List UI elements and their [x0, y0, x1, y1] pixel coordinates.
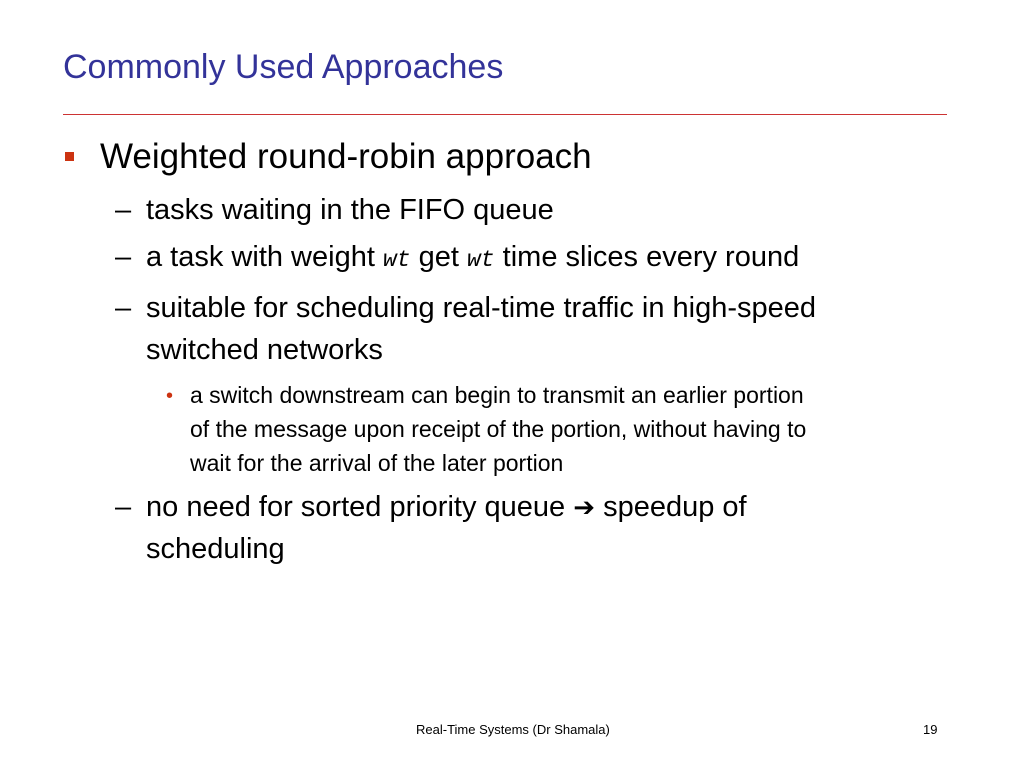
weight-variable: wt: [382, 247, 411, 273]
square-bullet-icon: [65, 152, 74, 161]
main-bullet-text: Weighted round-robin approach: [100, 137, 592, 176]
dash-bullet: –: [115, 292, 132, 324]
page-number: 19: [923, 722, 938, 737]
sub-bullet-fifo: tasks waiting in the FIFO queue: [146, 194, 554, 226]
dot-bullet-icon: •: [166, 385, 174, 407]
footer-course: Real-Time Systems (Dr Shamala): [416, 722, 610, 737]
queue-text: no need for sorted priority queue: [146, 491, 574, 523]
slide-title: Commonly Used Approaches: [63, 48, 504, 86]
weight-text: a task with weight: [146, 241, 383, 273]
detail-line-1: a switch downstream can begin to transmit an earlier portion: [190, 382, 804, 408]
dash-bullet: –: [115, 194, 132, 226]
sub-bullet-suitable-line1: suitable for scheduling real-time traffic in high-speed: [146, 292, 817, 324]
sub-bullet-no-sorted-queue-line2: scheduling: [146, 533, 285, 565]
sub-bullet-weight: [146, 241, 799, 274]
dash-bullet: –: [115, 491, 132, 523]
detail-line-3: wait for the arrival of the later portion: [190, 450, 564, 476]
queue-text: speedup of: [595, 491, 747, 523]
right-arrow-icon: ➔: [573, 492, 596, 522]
sub-bullet-no-sorted-queue: [146, 491, 747, 524]
title-divider: [63, 114, 947, 115]
weight-variable: wt: [467, 247, 495, 273]
sub-bullet-suitable-line2: switched networks: [146, 334, 383, 366]
detail-line-2: of the message upon receipt of the portion, without having to: [190, 416, 807, 442]
dash-bullet: –: [115, 241, 132, 273]
weight-text: time slices every round: [494, 241, 800, 273]
weight-text: get: [410, 241, 467, 273]
